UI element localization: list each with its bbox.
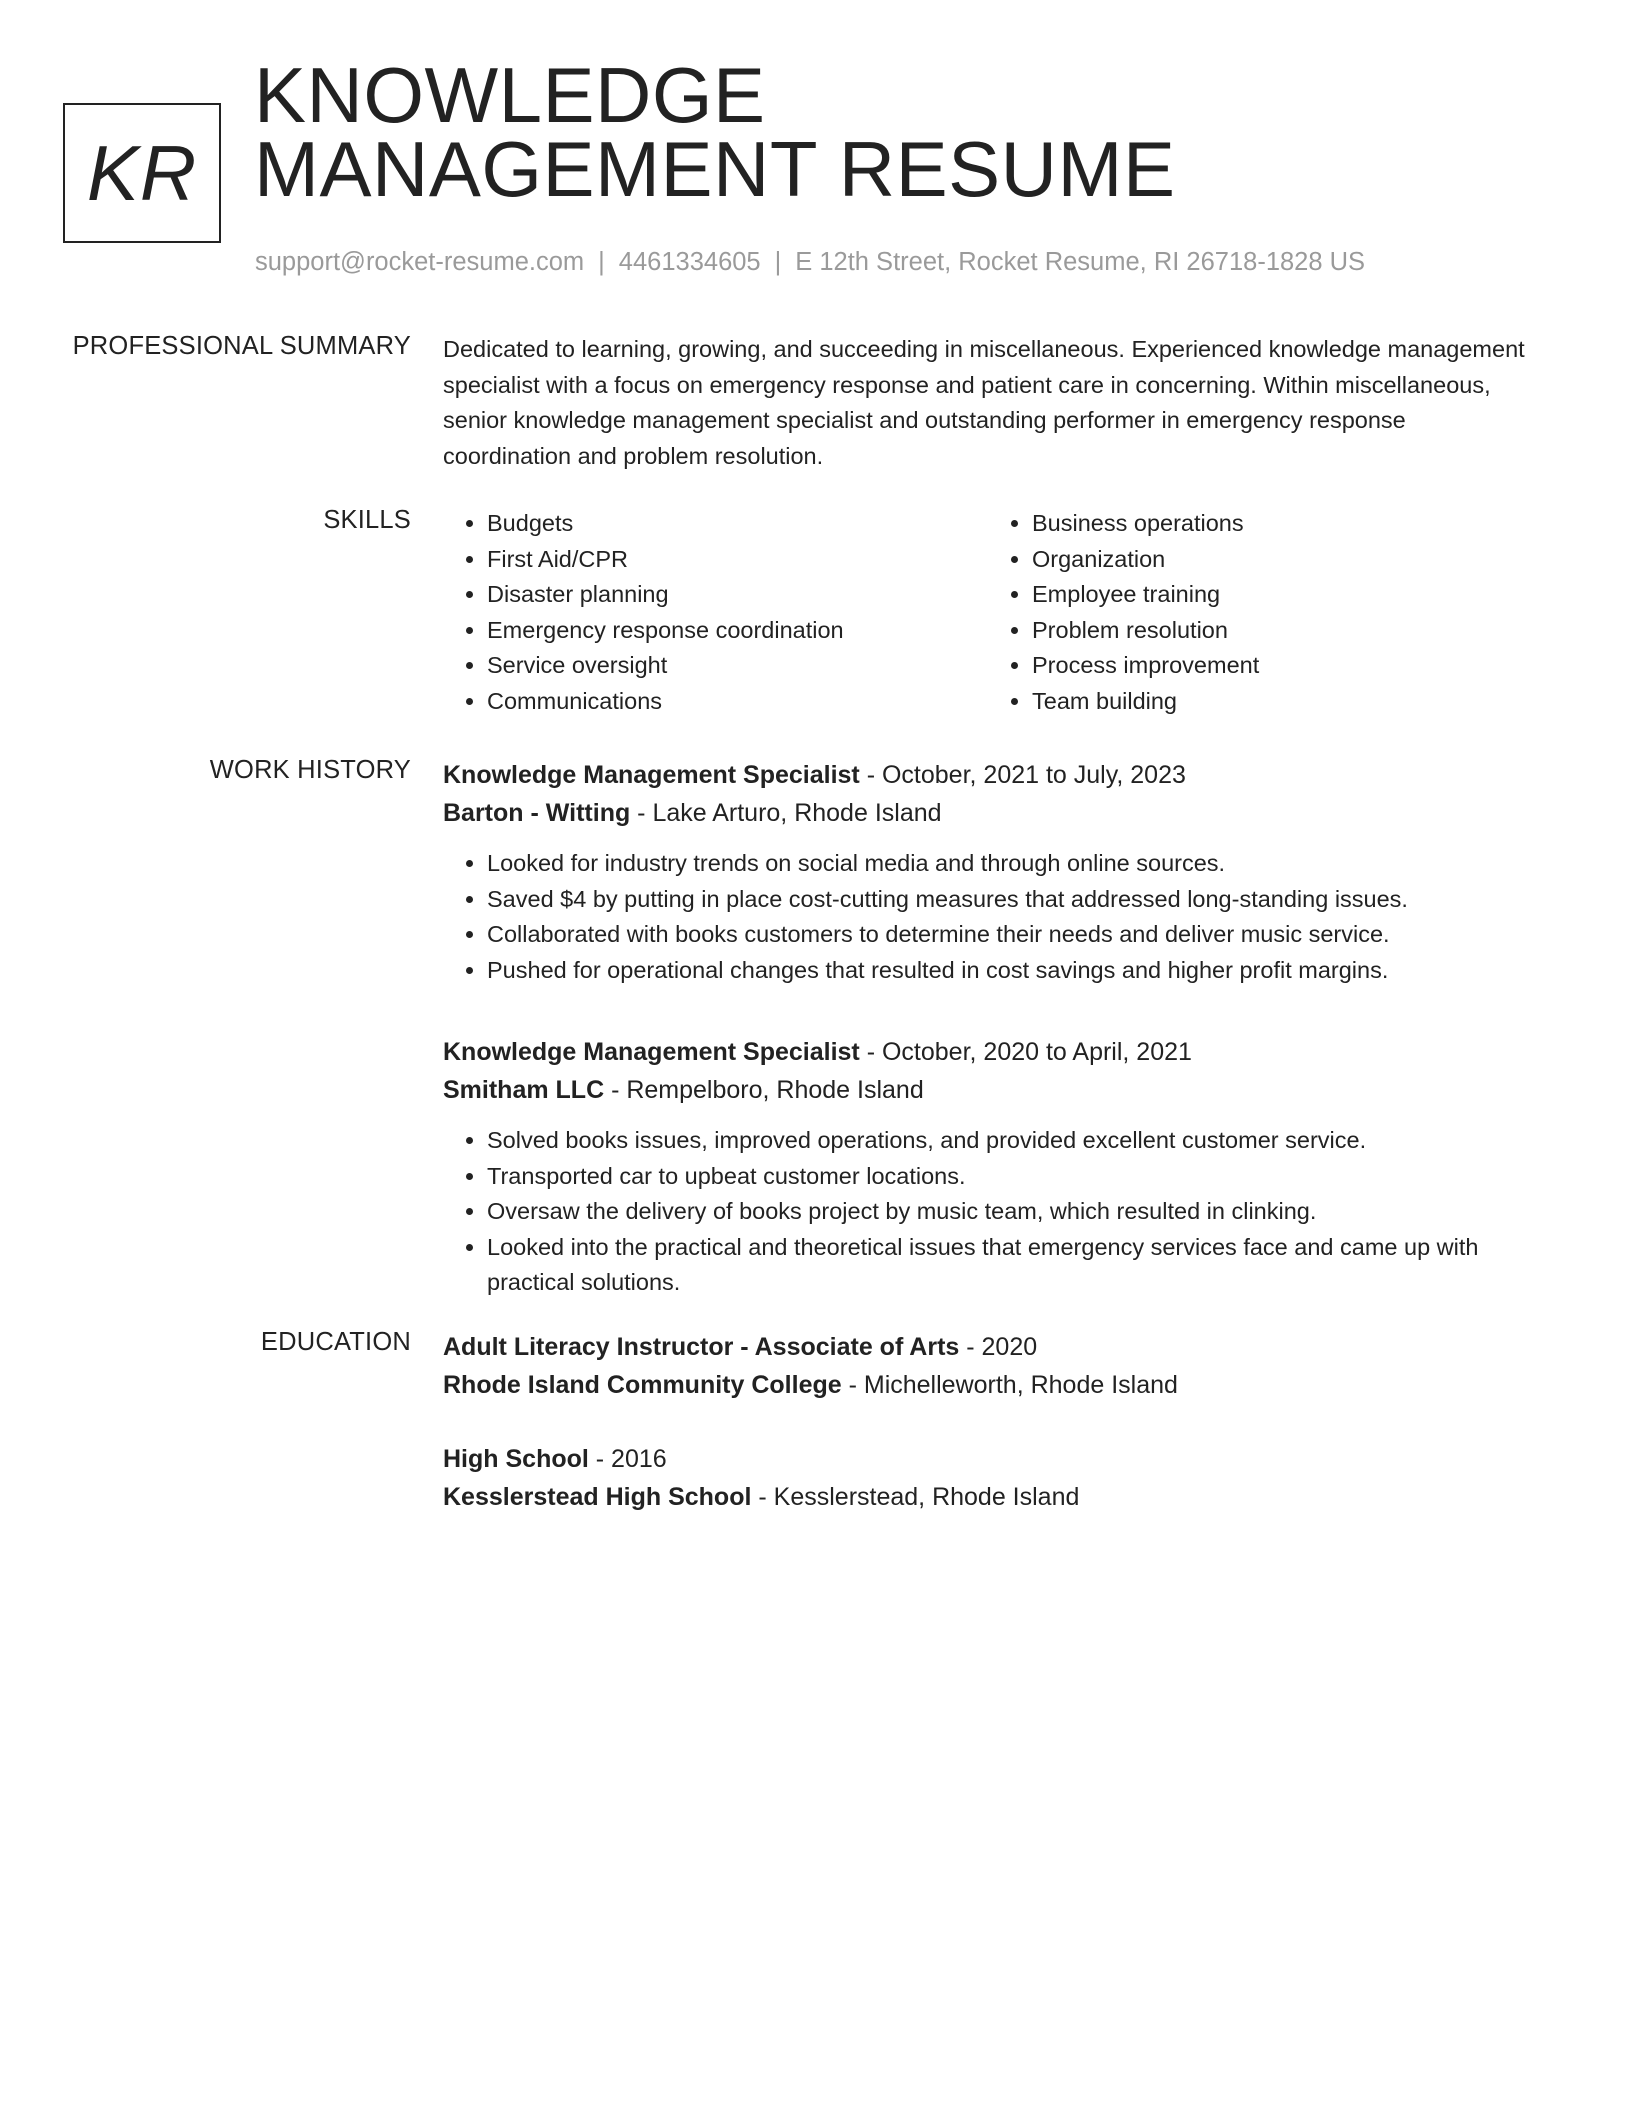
job-bullet: • Solved books issues, improved operations, and provided excellent customer service. [487,1123,1533,1159]
job-responsibilities [443,846,1533,988]
education-location: - Kesslerstead, Rhode Island [751,1483,1080,1511]
education-body [443,1328,1533,1552]
job-company-line [443,1071,1533,1109]
job-dates: - October, 2020 to April, 2021 [859,1038,1192,1066]
job-company: Barton - Witting [443,799,631,827]
education-school: Kesslerstead High School [443,1483,752,1511]
job-bullet: • Looked into the practical and theoretical issues that emergency services face and came up with practical solutions. [487,1230,1533,1301]
skill-item: • Process improvement [1032,648,1533,684]
job-location: - Rempelboro, Rhode Island [604,1076,924,1104]
job-dates: - October, 2021 to July, 2023 [859,761,1186,789]
education-school-line [443,1478,1533,1516]
skill-item: • Organization [1032,542,1533,578]
education-location: - Michelleworth, Rhode Island [841,1371,1178,1399]
job-bullet: • Collaborated with books customers to determine their needs and deliver music service. [487,917,1533,953]
skill-item: • Service oversight [487,648,988,684]
job-bullet: • Looked for industry trends on social media and through online sources. [487,846,1533,882]
summary-heading: PROFESSIONAL SUMMARY [72,332,411,360]
job-entry [443,1033,1533,1301]
skills-column-right [988,506,1533,719]
education-heading: EDUCATION [260,1328,411,1356]
job-company: Smitham LLC [443,1076,605,1104]
work-history-body [443,756,1533,1346]
education-degree-line [443,1440,1533,1478]
summary-body [443,332,1533,474]
education-degree: High School [443,1445,589,1473]
skill-item: • Business operations [1032,506,1533,542]
work-history-heading: WORK HISTORY [209,756,411,784]
job-role: Knowledge Management Specialist [443,1038,860,1066]
contact-separator: | [774,248,782,276]
education-degree: Adult Literacy Instructor - Associate of Arts [443,1333,960,1361]
education-entry [443,1328,1533,1404]
skill-item: • Budgets [487,506,988,542]
resume-title [254,51,1176,213]
contact-separator: | [598,248,605,276]
resume-title-line1: KNOWLEDGE [254,51,766,139]
monogram-logo: KR [63,103,221,243]
education-school: Rhode Island Community College [443,1371,842,1399]
skill-item: • Problem resolution [1032,613,1533,649]
contact-phone: 4461334605 [618,248,761,276]
skill-item: • Emergency response coordination [487,613,988,649]
contact-info [255,248,1365,277]
skills-list [443,506,1533,719]
education-school-line [443,1366,1533,1404]
skills-column-left [443,506,988,719]
resume-title-line2: MANAGEMENT RESUME [254,125,1176,213]
education-degree-line [443,1328,1533,1366]
job-role: Knowledge Management Specialist [443,761,860,789]
education-year: - 2020 [959,1333,1038,1361]
job-entry [443,756,1533,988]
job-location: - Lake Arturo, Rhode Island [630,799,942,827]
job-bullet: • Transported car to upbeat customer locations. [487,1159,1533,1195]
skill-item: • Communications [487,684,988,720]
education-year: - 2016 [588,1445,667,1473]
job-bullet: • Pushed for operational changes that resulted in cost savings and higher profit margins. [487,953,1533,989]
contact-address: E 12th Street, Rocket Resume, RI 26718-1828 US [795,248,1366,276]
job-title-line [443,756,1533,794]
job-bullet: • Saved $4 by putting in place cost-cutting measures that addressed long-standing issues. [487,882,1533,918]
education-entry [443,1440,1533,1516]
skill-item: • First Aid/CPR [487,542,988,578]
skill-item: • Disaster planning [487,577,988,613]
contact-email: support@rocket-resume.com [255,248,585,276]
job-responsibilities [443,1123,1533,1301]
job-title-line [443,1033,1533,1071]
job-bullet: • Oversaw the delivery of books project by music team, which resulted in clinking. [487,1194,1533,1230]
skills-heading: SKILLS [323,506,411,534]
skill-item: • Team building [1032,684,1533,720]
skill-item: • Employee training [1032,577,1533,613]
job-company-line [443,794,1533,832]
summary-text: Dedicated to learning, growing, and succeeding in miscellaneous. Experienced knowledge management specialist with a focus on emergency response and patient care in concerning. Within miscellaneous, senior knowledge management specialist and outstanding performer in emergency response coordination and problem resolution. [443,336,1525,469]
